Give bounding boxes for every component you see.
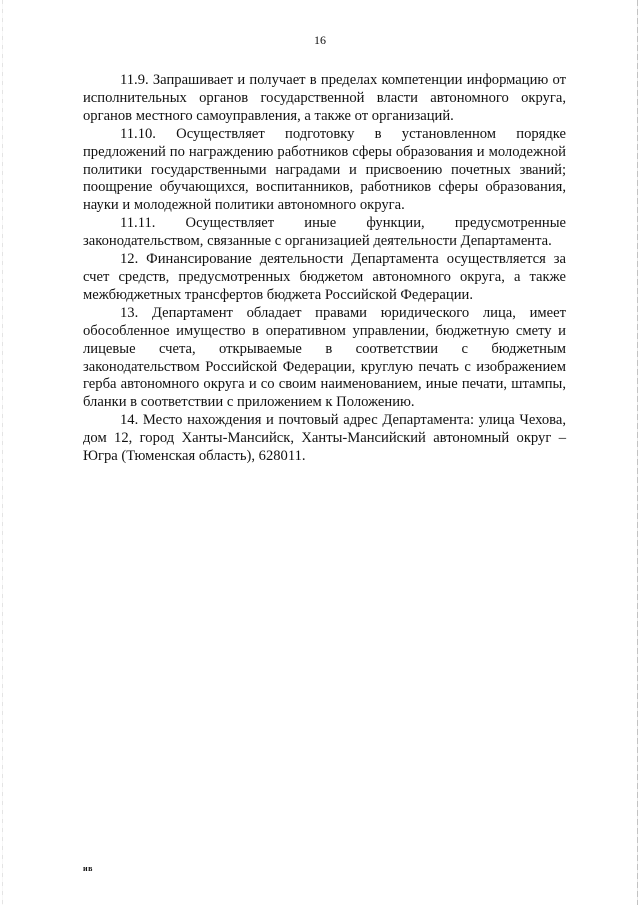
scan-edge-right	[637, 0, 638, 905]
scan-edge-left	[2, 0, 3, 905]
paragraph-11-11: 11.11. Осуществляет иные функции, предусмотренные законодательством, связанные с организацией деятельности Департамента.	[83, 215, 566, 250]
paragraph-13: 13. Департамент обладает правами юридического лица, имеет обособленное имущество в оперативном управлении, бюджетную смету и лицевые счета, открываемые в соответствии с бюджетным законодательством Российской Федерации, круглую печать с изображением герба автономного округа и со своим наименованием, иные печати, штампы, бланки в соответствии с приложением к Положению.	[83, 304, 566, 411]
footer-mark: ив	[83, 864, 93, 873]
paragraph-14: 14. Место нахождения и почтовый адрес Департамента: улица Чехова, дом 12, город Ханты-Мансийск, Ханты-Мансийский автономный округ – Югра (Тюменская область), 628011.	[83, 412, 566, 465]
paragraph-12: 12. Финансирование деятельности Департамента осуществляется за счет средств, предусмотренных бюджетом автономного округа, а также межбюджетных трансфертов бюджета Российской Федерации.	[83, 251, 566, 303]
page-number: 16	[314, 33, 326, 47]
paragraph-11-9: 11.9. Запрашивает и получает в пределах компетенции информацию от исполнительных органов государственной власти автономного округа, органов местного самоуправления, а также от организаций.	[83, 72, 566, 124]
document-body	[83, 72, 566, 466]
paragraph-11-10: 11.10. Осуществляет подготовку в установленном порядке предложений по награждению работников сферы образования и молодежной политики государственными наградами и присвоению почетных званий; поощрение обучающихся, воспитанников, работников сферы образования, науки и молодежной политики автономного округа.	[83, 125, 566, 214]
